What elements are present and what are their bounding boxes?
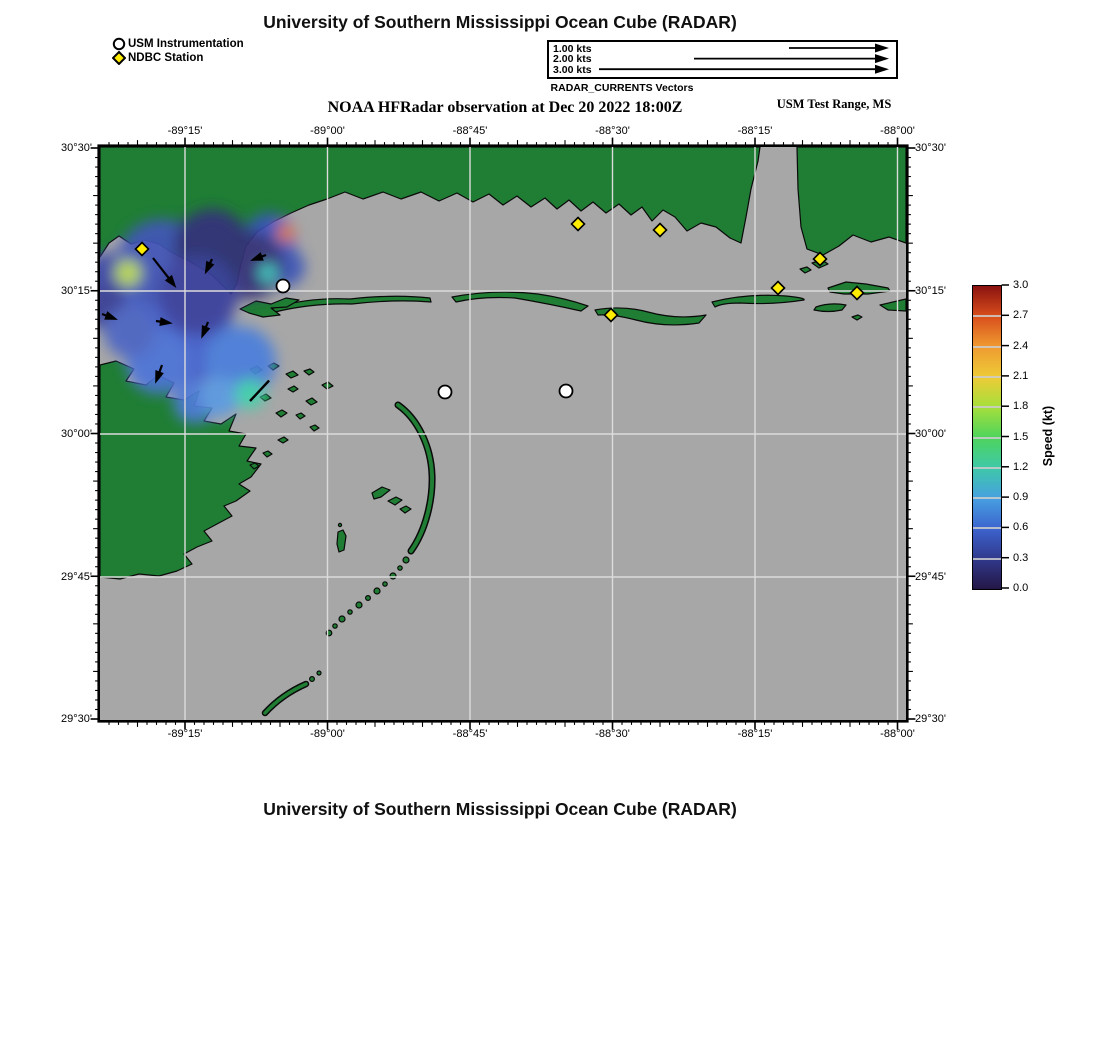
x-axis-label-top: -88°00' [880, 125, 915, 137]
colorbar-gridline [973, 346, 1001, 348]
speed-field-spot [200, 377, 240, 417]
colorbar [972, 285, 1002, 590]
x-axis-label-top: -88°45' [452, 125, 488, 137]
colorbar-gridline [973, 315, 1001, 317]
region-label: USM Test Range, MS [776, 97, 892, 111]
colorbar-tick-label: 2.4 [1013, 339, 1029, 352]
y-axis-label-left: 29°30' [61, 713, 92, 725]
colorbar-gridline [973, 558, 1001, 560]
x-axis-label-bottom: -89°00' [310, 728, 345, 740]
x-axis-label-bottom: -89°15' [167, 728, 203, 740]
figure-title-bottom: University of Southern Mississippi Ocean Cube (RADAR) [263, 799, 737, 819]
x-axis-label-top: -88°30' [595, 125, 630, 137]
vector-legend-caption: RADAR_CURRENTS Vectors [550, 82, 694, 94]
y-axis-label-left: 30°15' [61, 285, 92, 297]
x-axis-label-bottom: -88°30' [595, 728, 630, 740]
petit-bois-island [814, 304, 846, 312]
vector-scale-label: 3.00 kts [553, 63, 592, 76]
colorbar-gridline [973, 437, 1001, 439]
right-edge-island [880, 299, 906, 311]
mobile-bay-east-shore [797, 147, 906, 255]
usm-instrument-marker [277, 280, 290, 293]
speed-field-spot [259, 264, 277, 282]
x-axis-label-top: -89°00' [310, 125, 345, 137]
speed-field-spot [277, 224, 295, 242]
x-axis-label-top: -88°15' [737, 125, 773, 137]
colorbar-title: Speed (kt) [1041, 405, 1055, 467]
ndbc-station-marker [772, 282, 785, 295]
colorbar-tick-label: 0.3 [1013, 551, 1029, 564]
colorbar-gridline [973, 406, 1001, 408]
colorbar-gridline [973, 376, 1001, 378]
x-axis-label-bottom: -88°45' [452, 728, 488, 740]
colorbar-gridline [973, 497, 1001, 499]
x-axis-label-top: -89°15' [167, 125, 203, 137]
x-axis-label-bottom: -88°15' [737, 728, 773, 740]
colorbar-tick-label: 1.5 [1013, 430, 1029, 443]
coastal-islet [800, 267, 811, 273]
usm-instrument-marker [560, 385, 573, 398]
speed-field-spot [235, 379, 265, 409]
figure-title-top: University of Southern Mississippi Ocean Cube (RADAR) [263, 12, 737, 32]
barrier-island-west [272, 296, 431, 312]
y-axis-label-right: 30°15' [915, 285, 946, 297]
vector-scale-label: 2.00 kts [553, 53, 592, 66]
chandeleur-islands [265, 405, 432, 713]
ship-island [452, 292, 588, 311]
colorbar-gridline [973, 527, 1001, 529]
legend-label-ndbc-station: NDBC Station [128, 52, 204, 64]
coastal-islet [852, 315, 862, 320]
colorbar-tick-label: 0.9 [1013, 491, 1029, 504]
colorbar-tick-label: 1.8 [1013, 400, 1029, 413]
colorbar-gridline [973, 467, 1001, 469]
y-axis-label-right: 29°45' [915, 571, 946, 583]
colorbar-tick-label: 0.6 [1013, 521, 1029, 534]
usm-instrument-marker [439, 386, 452, 399]
y-axis-label-right: 30°30' [915, 142, 946, 154]
x-axis-label-bottom: -88°00' [880, 728, 915, 740]
y-axis-label-right: 29°30' [915, 713, 946, 725]
colorbar-tick-label: 2.7 [1013, 309, 1029, 322]
colorbar-tick-label: 1.2 [1013, 460, 1029, 473]
y-axis-label-right: 30°00' [915, 428, 946, 440]
horn-island-east [712, 295, 804, 307]
colorbar-tick-label: 0.0 [1013, 582, 1029, 594]
map-subtitle: NOAA HFRadar observation at Dec 20 2022 18:00Z [327, 99, 683, 116]
ndbc-station-marker [572, 218, 585, 231]
speed-field-spot [115, 260, 141, 286]
colorbar-tick-label: 2.1 [1013, 369, 1029, 382]
colorbar-tick-label: 3.0 [1013, 279, 1029, 291]
map-area [100, 147, 906, 720]
ndbc-station-marker [654, 224, 667, 237]
y-axis-label-left: 29°45' [61, 571, 92, 583]
vector-scale-label: 1.00 kts [553, 42, 592, 55]
y-axis-label-left: 30°30' [61, 142, 92, 154]
speed-field-spot [104, 306, 156, 358]
legend-label-usm-instrumentation: USM Instrumentation [128, 38, 244, 50]
y-axis-label-left: 30°00' [61, 428, 92, 440]
